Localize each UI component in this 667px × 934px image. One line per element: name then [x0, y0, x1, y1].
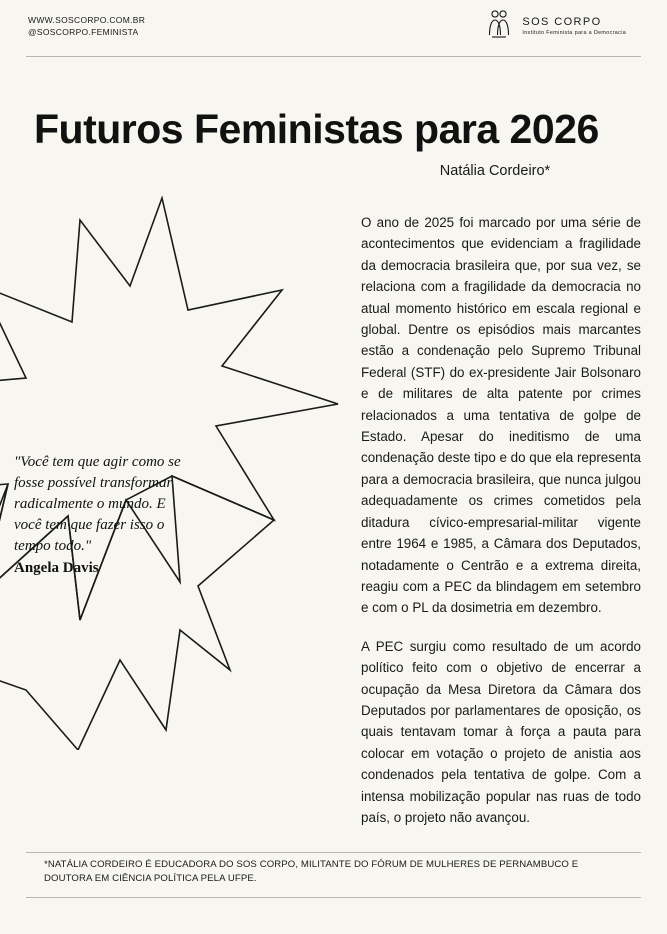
sos-corpo-logo-icon	[486, 8, 512, 43]
page-header	[0, 0, 667, 58]
brand-text	[522, 16, 626, 36]
body-paragraph-2: A PEC surgiu como resultado de um acordo político feito com o objetivo de encerrar a ocupação da Mesa Diretora da Câmara dos Deputados por parlamentares de oposição, os quais tentavam tomar à força a pauta para colocar em votação o projeto de anistia aos condenados pela tentativa de golpe. Com a intensa mobilização popular nas ruas de todo país, o projeto não avançou.	[361, 638, 641, 825]
footer-divider-top	[26, 852, 641, 853]
article-body	[361, 212, 641, 828]
author-footnote: *NATÁLIA CORDEIRO É EDUCADORA DO SOS CORPO, MILITANTE DO FÓRUM DE MULHERES DE PERNAMBUCO E DOUTORA EM CIÊNCIA POLÍTICA PELA UFPE.	[44, 859, 579, 884]
header-divider	[26, 56, 641, 57]
site-url: WWW.SOSCORPO.COM.BR	[28, 15, 146, 25]
brand-name: SOS CORPO	[522, 15, 602, 28]
pull-quote	[14, 452, 189, 579]
page-title: Futuros Feministas para 2026	[34, 106, 599, 153]
body-paragraph-1: O ano de 2025 foi marcado por uma série de acontecimentos que evidenciam a fragilidade da democracia brasileira que, por sua vez, se relaciona com a fragilidade da democracia no atual momento histórico em escala regional e global. Dentre os episódios mais marcantes estão a condenação pelo Supremo Tribunal Federal (STF) do ex-presidente Jair Bolsonaro e de militares de alta patente por crimes relacionados a uma tentativa de golpe de Estado. Apesar do ineditismo de uma condenação deste tipo e do que ela representa para a democracia brasileira, que nunca julgou adequadamente os crimes cometidos pela ditadura cívico-empresarial-militar vigente entre 1964 e 1985, a Câmara dos Deputados, notadamente o Centrão e a extrema direita, reagiu com a PEC da blindagem em setembro e com o PL da dosimetria em dezembro.	[361, 215, 641, 616]
pull-quote-text: "Você tem que agir como se fosse possível transformar radicalmente o mundo. E você tem que fazer isso o tempo todo."	[14, 454, 181, 554]
footer-divider-bottom	[26, 897, 641, 898]
brand-lockup	[471, 8, 641, 43]
pull-quote-author: Angela Davis	[14, 560, 99, 576]
brand-subtitle: Instituto Feminista para a Democracia	[522, 29, 627, 36]
author-byline: Natália Cordeiro*	[439, 163, 551, 179]
social-handle: @SOSCORPO.FEMINISTA	[28, 27, 139, 37]
